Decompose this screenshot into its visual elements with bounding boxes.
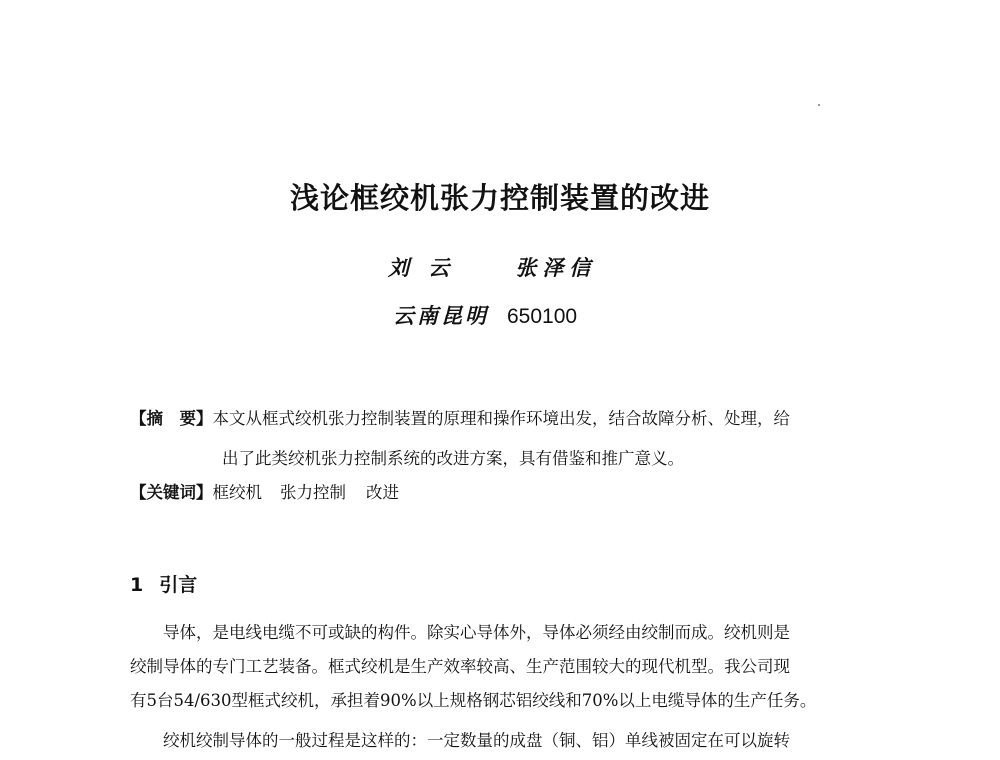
section-heading — [130, 570, 197, 597]
body-line-2: 绞制导体的专门工艺装备。框式绞机是生产效率较高、生产范围较大的现代机型。我公司现 — [130, 657, 790, 676]
affiliation — [393, 300, 577, 330]
paper-title: 浅论框绞机张力控制装置的改进 — [289, 181, 710, 215]
author-1: 刘 云 — [388, 255, 456, 280]
abstract-text-1: 本文从框式绞机张力控制装置的原理和操作环境出发，结合故障分析、处理，给 — [212, 409, 790, 428]
abstract-label: 【摘 要】 — [130, 409, 213, 428]
body-line-4: 绞机绞制导体的一般过程是这样的：一定数量的成盘（铜、铝）单线被固定在可以旋转 — [163, 731, 790, 750]
scan-speck — [818, 104, 820, 106]
keyword-2: 张力控制 — [280, 483, 346, 502]
keyword-3: 改进 — [366, 483, 399, 502]
author-line — [388, 252, 596, 282]
body-line-1: 导体，是电线电缆不可或缺的构件。除实心导体外，导体必须经由绞制而成。绞机则是 — [163, 623, 790, 642]
abstract-line-1 — [130, 408, 790, 430]
author-2: 张泽信 — [515, 255, 597, 280]
keywords-line — [130, 482, 399, 504]
keywords-label: 【关键词】 — [130, 483, 213, 502]
abstract-text-2: 出了此类绞机张力控制系统的改进方案，具有借鉴和推广意义。 — [222, 449, 684, 468]
keyword-1: 框绞机 — [212, 483, 262, 502]
section-title: 引言 — [159, 574, 198, 596]
affiliation-place: 云南昆明 — [393, 303, 489, 328]
body-line-3: 有5台54/630型框式绞机，承担着90%以上规格钢芯铝绞线和70%以上电缆导体的生产任务。 — [130, 691, 817, 710]
section-number: 1 — [130, 574, 144, 596]
affiliation-postcode: 650100 — [507, 305, 578, 328]
